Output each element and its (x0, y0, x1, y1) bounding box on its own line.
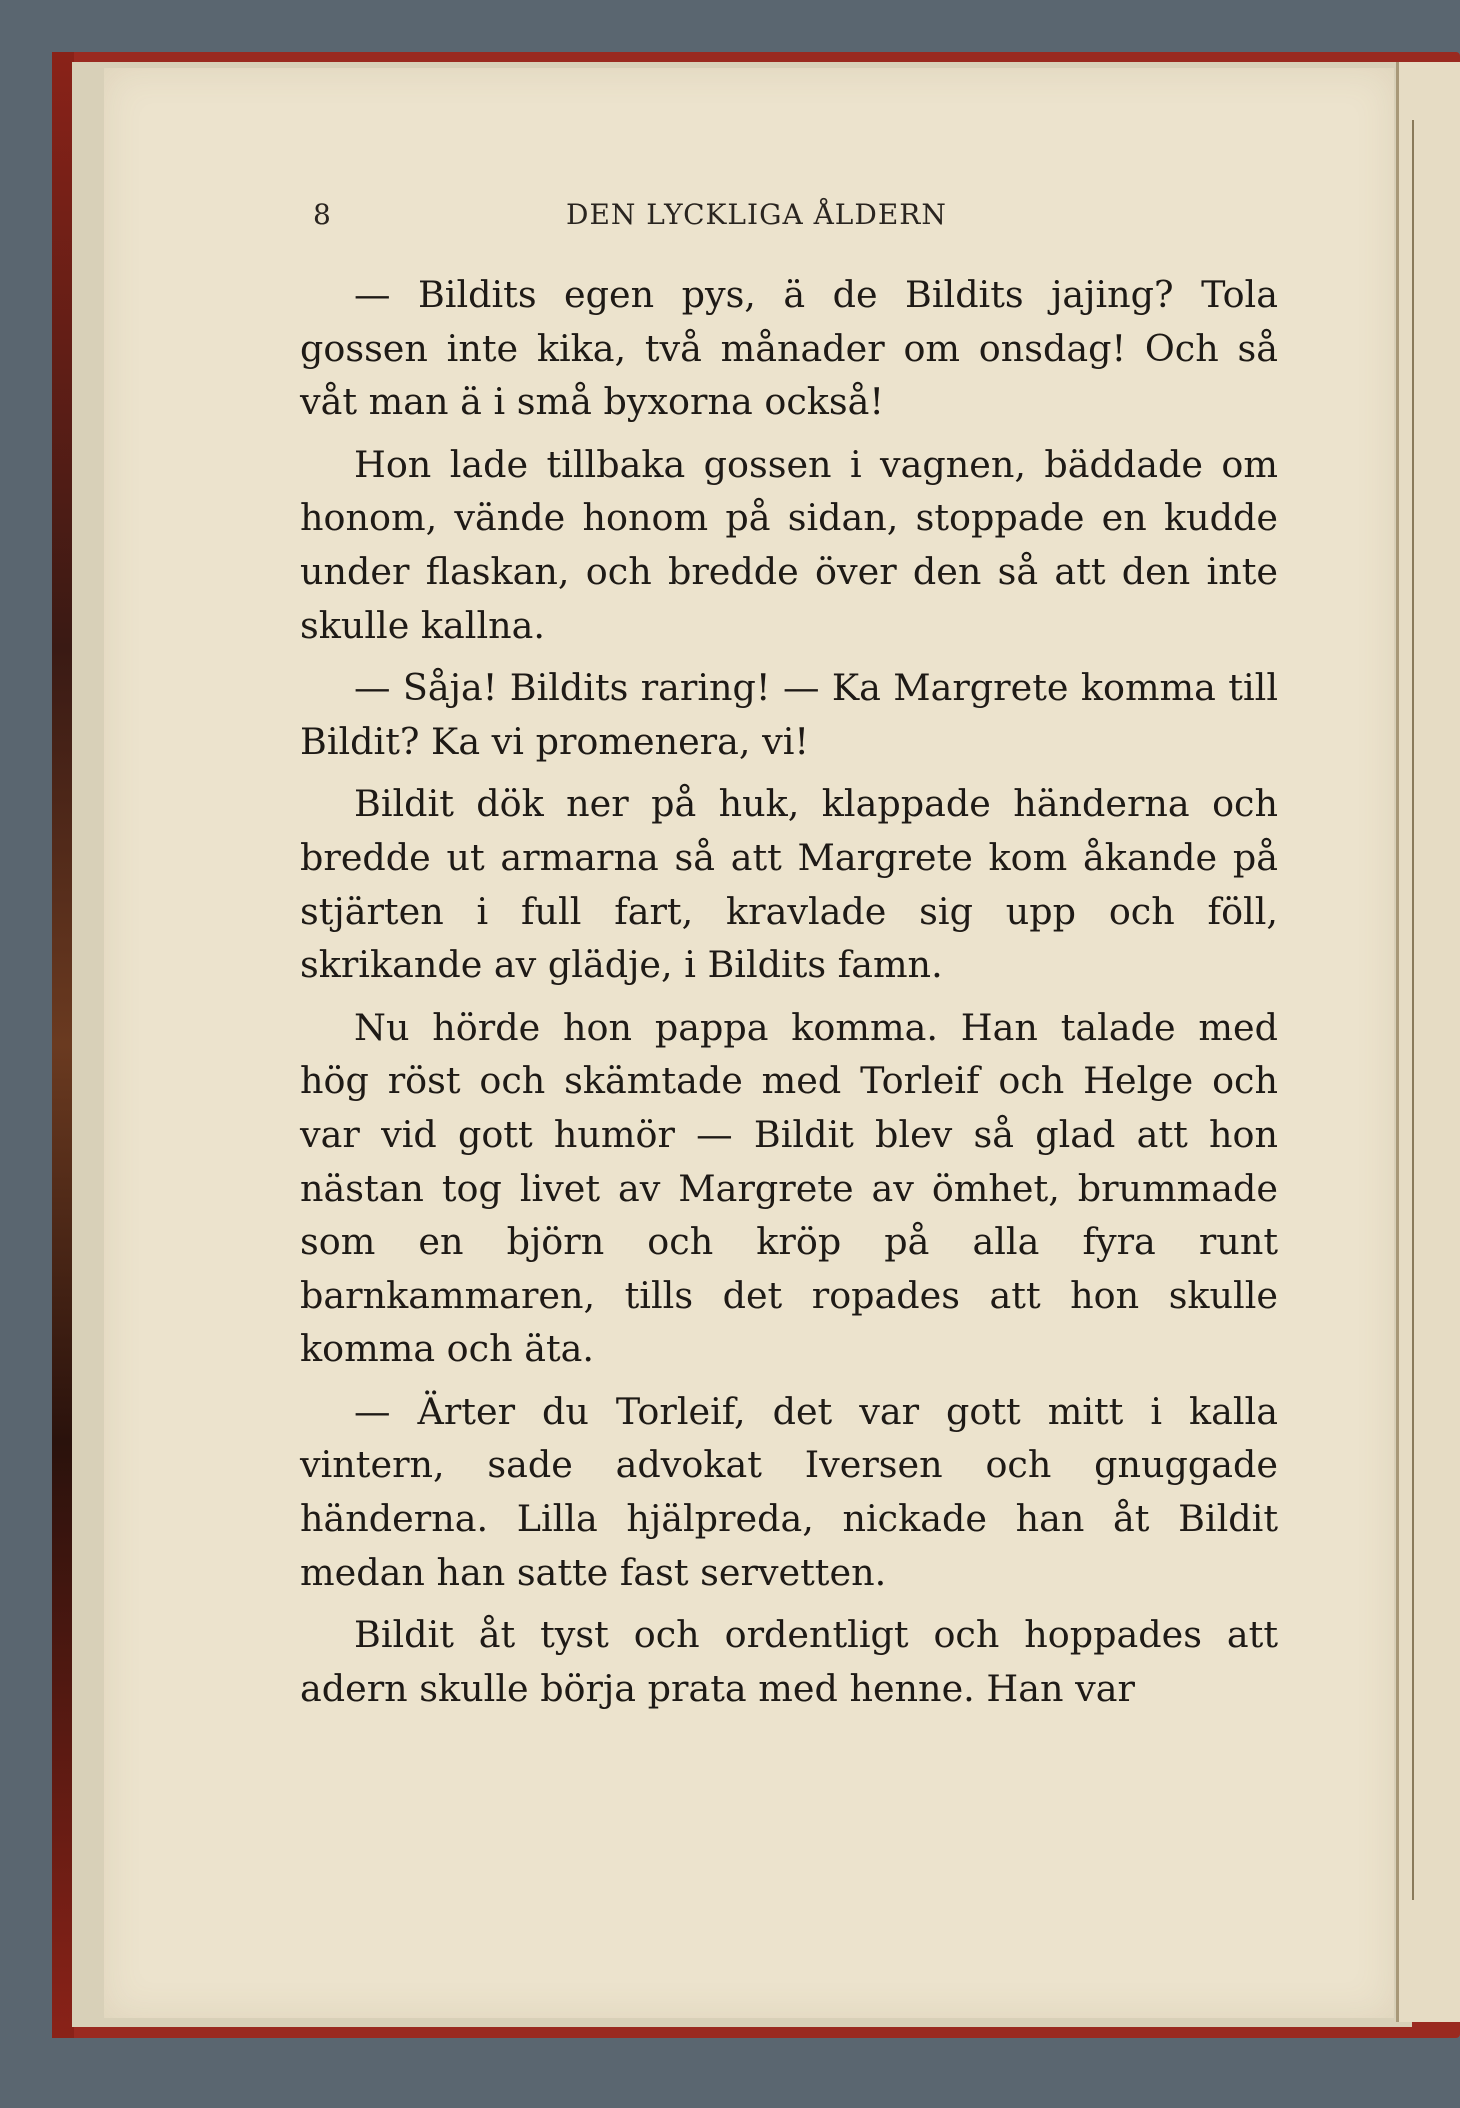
body-text (300, 268, 1278, 1715)
running-head (313, 198, 1273, 238)
book-cover-edge (52, 52, 74, 2038)
paragraph: Nu hörde hon pappa komma. Han talade med hög röst och skämtade med Torleif och Helge och var vid gott humör — Bildit blev så glad att hon nästan tog livet av Margrete av ömhet, brummade som en björn och kröp på alla fyra runt barnkammaren, tills det ropades att hon skulle komma och äta. (300, 1005, 1278, 1371)
facing-page-edge (1396, 62, 1460, 2022)
paragraph: — Bildits egen pys, ä de Bildits jajing? Tola gossen inte kika, två månader om onsdag! Och så våt man ä i små byxorna också! (300, 273, 1278, 424)
paragraph: Hon lade tillbaka gossen i vagnen, bäddade om honom, vände honom på sidan, stoppade en kudde under flaskan, och bredde över den så att den inte skulle kallna. (300, 442, 1278, 647)
spine-gutter (1412, 120, 1414, 1900)
paragraph: Bildit åt tyst och ordentligt och hoppades att adern skulle börja prata med henne. Han var (300, 1613, 1278, 1710)
paragraph: Bildit dök ner på huk, klappade händerna och bredde ut armarna så att Margrete kom åkande på stjärten i full fart, kravlade sig upp och föll, skrikande av glädje, i Bildits famn. (300, 782, 1278, 987)
running-head-title: DEN LYCKLIGA ÅLDERN (566, 198, 947, 231)
paragraph: — Ärter du Torleif, det var gott mitt i kalla vintern, sade advokat Iversen och gnuggade händerna. Lilla hjälpreda, nickade han åt Bildit medan han satte fast servetten. (300, 1389, 1278, 1594)
paragraph: — Såja! Bildits raring! — Ka Margrete komma till Bildit? Ka vi promenera, vi! (300, 666, 1278, 763)
page-number: 8 (313, 198, 331, 231)
